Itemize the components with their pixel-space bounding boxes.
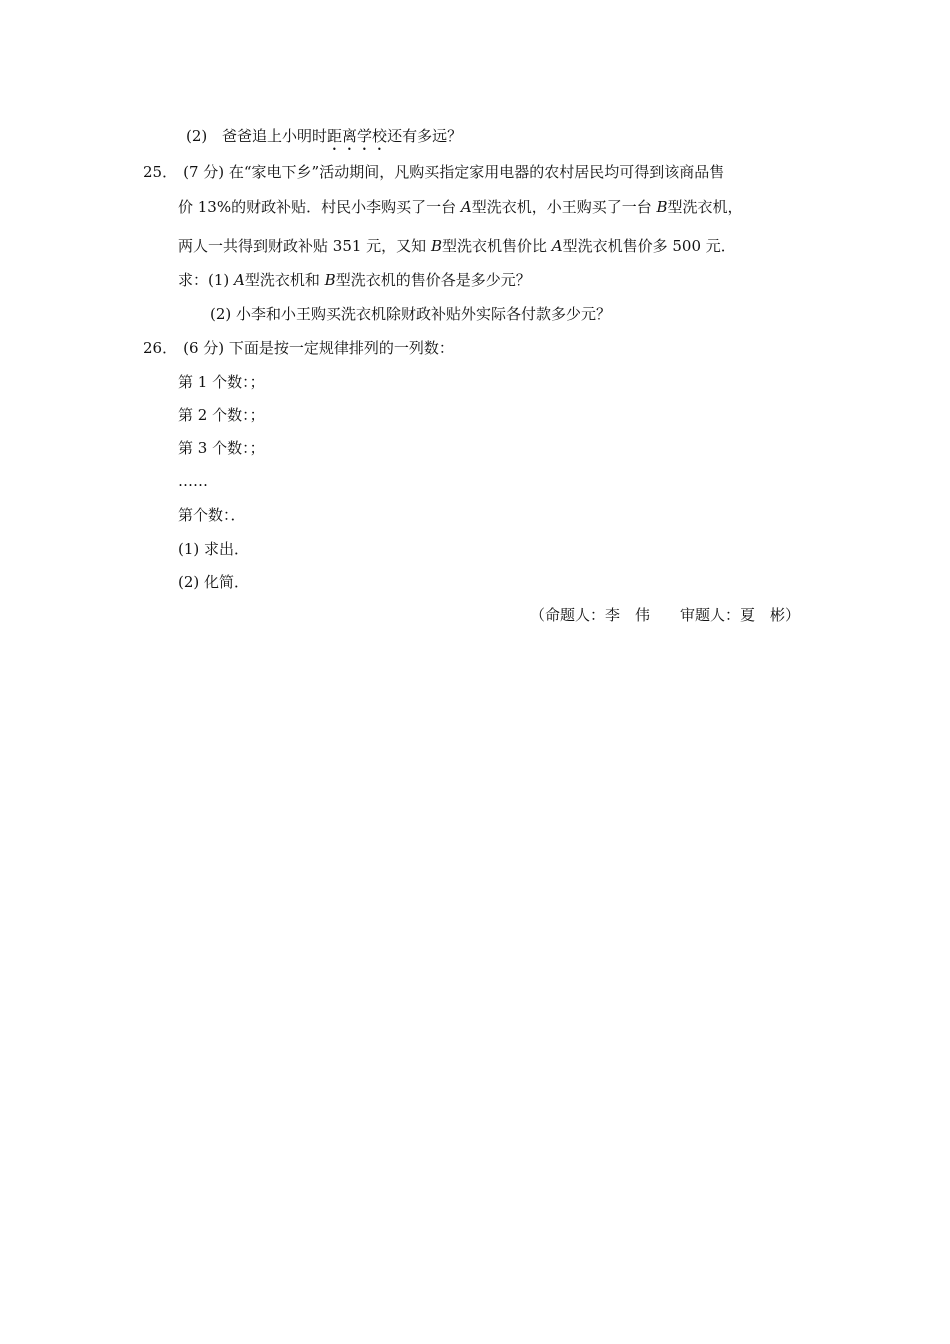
q25-text-line1: (7 分) 在“家电下乡”活动期间，凡购买指定家用电器的农村居民均可得到该商品售 bbox=[183, 163, 725, 181]
q25-ask1-var-b: B bbox=[324, 271, 336, 289]
q25-line2-var-a: A bbox=[460, 198, 472, 216]
q25-ask1-a: 求：(1) bbox=[178, 271, 235, 289]
q26-intro bbox=[143, 338, 454, 358]
q26-item-n: 第个数：． bbox=[178, 506, 246, 524]
q25-number: 25． bbox=[143, 163, 178, 181]
q25-line2-var-b: B bbox=[656, 198, 668, 216]
q25-line3-var-b: B bbox=[430, 237, 442, 255]
q25-ask1-b: 型洗衣机和 bbox=[244, 271, 325, 289]
q25-ask1-var-a: A bbox=[234, 271, 245, 289]
q25-line2-a: 价 13%的财政补贴．村民小李购买了一台 bbox=[178, 198, 461, 216]
q26-intro-text: (6 分) 下面是按一定规律排列的一列数： bbox=[183, 339, 454, 357]
q24-sub2-pre: 爸爸追上小明时 bbox=[222, 127, 328, 145]
q24-sub2 bbox=[186, 126, 462, 154]
q26-item-3: 第 3 个数：； bbox=[178, 439, 265, 457]
q25-line3-c: 型洗衣机售价多 500 元． bbox=[562, 237, 736, 255]
q26-sub2: (2) 化简． bbox=[178, 573, 250, 591]
q25-line2 bbox=[178, 197, 743, 217]
q26-item-1: 第 1 个数：； bbox=[178, 373, 265, 391]
q25-line3-b: 型洗衣机售价比 bbox=[441, 237, 552, 255]
q26-item-ellipsis: …… bbox=[178, 472, 208, 490]
q25-ask1 bbox=[178, 270, 531, 290]
footer-authors: （命题人：李 伟 审题人：夏 彬） bbox=[529, 606, 800, 624]
q25-line3-a: 两人一共得到财政补贴 351 元，又知 bbox=[178, 237, 431, 255]
q25-line3-var-a: A bbox=[551, 237, 563, 255]
q24-sub2-num: (2) bbox=[186, 127, 208, 145]
q25-line1 bbox=[143, 162, 724, 182]
q25-ask2: (2) 小李和小王购买洗衣机除财政补贴外实际各付款多少元？ bbox=[210, 305, 612, 323]
q25-line2-b: 型洗衣机，小王购买了一台 bbox=[471, 198, 657, 216]
q25-line3 bbox=[178, 236, 736, 256]
q26-item-2: 第 2 个数：； bbox=[178, 406, 265, 424]
q25-line2-c: 型洗衣机， bbox=[667, 198, 743, 216]
q25-ask1-c: 型洗衣机的售价各是多少元？ bbox=[335, 271, 531, 289]
q24-sub2-post: 还有多远？ bbox=[387, 127, 463, 145]
q26-sub1: (1) 求出． bbox=[178, 540, 250, 558]
q26-number: 26． bbox=[143, 339, 178, 357]
q24-sub2-dotted: 距离学校 bbox=[327, 127, 388, 145]
